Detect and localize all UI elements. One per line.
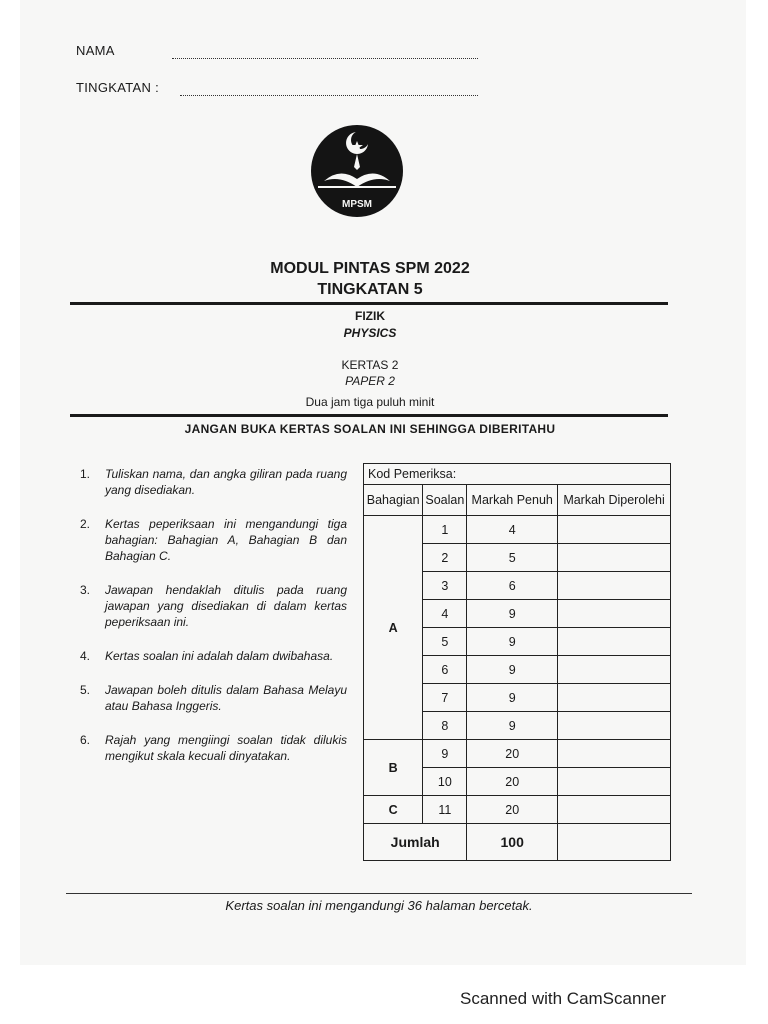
marks-obtained-cell[interactable] xyxy=(558,572,671,600)
total-marks-obtained-cell[interactable] xyxy=(558,824,671,861)
name-field[interactable] xyxy=(172,58,478,59)
instruction-text: Jawapan boleh ditulis dalam Bahasa Melayu atau Bahasa Inggeris. xyxy=(105,683,347,713)
marks-obtained-cell[interactable] xyxy=(558,740,671,768)
table-row xyxy=(364,516,671,544)
duration: Dua jam tiga puluh minit xyxy=(305,395,435,409)
marks-obtained-cell[interactable] xyxy=(558,768,671,796)
marks-obtained-cell[interactable] xyxy=(558,796,671,824)
examiner-marks-table xyxy=(363,463,671,861)
paper-malay: KERTAS 2 xyxy=(341,358,399,372)
instructions-list xyxy=(80,466,347,782)
section-b-cell: B xyxy=(364,740,423,796)
full-marks: 5 xyxy=(467,544,558,572)
instruction-number: 4. xyxy=(80,649,91,663)
form-field[interactable] xyxy=(180,95,478,96)
question-number: 9 xyxy=(423,740,467,768)
instruction-text: Kertas soalan ini adalah dalam dwibahasa. xyxy=(105,649,334,663)
instruction-item xyxy=(80,648,347,664)
instruction-number: 5. xyxy=(80,683,91,697)
form-label: TINGKATAN : xyxy=(76,80,159,95)
instruction-text: Kertas peperiksaan ini mengandungi tiga bahagian: Bahagian A, Bahagian B dan Bahagian C. xyxy=(105,517,347,563)
question-number: 2 xyxy=(423,544,467,572)
question-number: 5 xyxy=(423,628,467,656)
divider-warning xyxy=(70,414,668,417)
instruction-item xyxy=(80,682,347,714)
instruction-number: 2. xyxy=(80,517,91,531)
instruction-text: Jawapan hendaklah ditulis pada ruang jawapan yang disediakan di dalam kertas peperiksaan ini. xyxy=(105,583,347,629)
marks-obtained-cell[interactable] xyxy=(558,712,671,740)
instruction-text: Rajah yang mengiingi soalan tidak dilukis mengikut skala kecuali dinyatakan. xyxy=(105,733,347,763)
module-title: MODUL PINTAS SPM 2022 xyxy=(270,260,470,277)
marks-obtained-cell[interactable] xyxy=(558,544,671,572)
question-number: 6 xyxy=(423,656,467,684)
full-marks: 6 xyxy=(467,572,558,600)
full-marks: 4 xyxy=(467,516,558,544)
section-a-cell: A xyxy=(364,516,423,740)
logo-text: MPSM xyxy=(342,199,372,210)
form-title: TINGKATAN 5 xyxy=(317,281,423,298)
question-number: 3 xyxy=(423,572,467,600)
total-label: Jumlah xyxy=(364,824,467,861)
total-full-marks: 100 xyxy=(467,824,558,861)
divider-bottom xyxy=(66,893,692,894)
instruction-item xyxy=(80,732,347,764)
paper-english: PAPER 2 xyxy=(345,374,395,388)
section-c-cell: C xyxy=(364,796,423,824)
instruction-item xyxy=(80,516,347,564)
full-marks: 9 xyxy=(467,684,558,712)
col-header-section: Bahagian xyxy=(364,485,423,516)
question-number: 1 xyxy=(423,516,467,544)
table-row xyxy=(364,796,671,824)
instruction-item xyxy=(80,582,347,630)
table-row xyxy=(364,740,671,768)
full-marks: 9 xyxy=(467,656,558,684)
marks-obtained-cell[interactable] xyxy=(558,628,671,656)
page-count-note: Kertas soalan ini mengandungi 36 halaman bercetak. xyxy=(225,898,533,913)
instruction-number: 6. xyxy=(80,733,91,747)
mpsm-logo xyxy=(310,123,404,219)
marks-obtained-cell[interactable] xyxy=(558,684,671,712)
question-number: 8 xyxy=(423,712,467,740)
col-header-full-marks: Markah Penuh xyxy=(467,485,558,516)
full-marks: 20 xyxy=(467,768,558,796)
col-header-question: Soalan xyxy=(423,485,467,516)
instruction-item xyxy=(80,466,347,498)
marks-obtained-cell[interactable] xyxy=(558,656,671,684)
full-marks: 9 xyxy=(467,712,558,740)
warning-text: JANGAN BUKA KERTAS SOALAN INI SEHINGGA DIBERITAHU xyxy=(184,422,556,436)
scanner-watermark: Scanned with CamScanner xyxy=(460,989,667,1008)
question-number: 10 xyxy=(423,768,467,796)
instruction-number: 3. xyxy=(80,583,91,597)
marks-obtained-cell[interactable] xyxy=(558,516,671,544)
divider-top xyxy=(70,302,668,305)
subject-english: PHYSICS xyxy=(343,326,397,340)
full-marks: 20 xyxy=(467,796,558,824)
marks-obtained-cell[interactable] xyxy=(558,600,671,628)
col-header-marks-obtained: Markah Diperolehi xyxy=(558,485,671,516)
examiner-code-label: Kod Pemeriksa: xyxy=(364,464,671,485)
question-number: 4 xyxy=(423,600,467,628)
full-marks: 9 xyxy=(467,600,558,628)
full-marks: 20 xyxy=(467,740,558,768)
name-label: NAMA xyxy=(76,43,115,58)
instruction-number: 1. xyxy=(80,467,91,481)
subject-malay: FIZIK xyxy=(355,309,385,323)
question-number: 11 xyxy=(423,796,467,824)
question-number: 7 xyxy=(423,684,467,712)
total-row xyxy=(364,824,671,861)
instruction-text: Tuliskan nama, dan angka giliran pada ruang yang disediakan. xyxy=(105,467,347,497)
full-marks: 9 xyxy=(467,628,558,656)
